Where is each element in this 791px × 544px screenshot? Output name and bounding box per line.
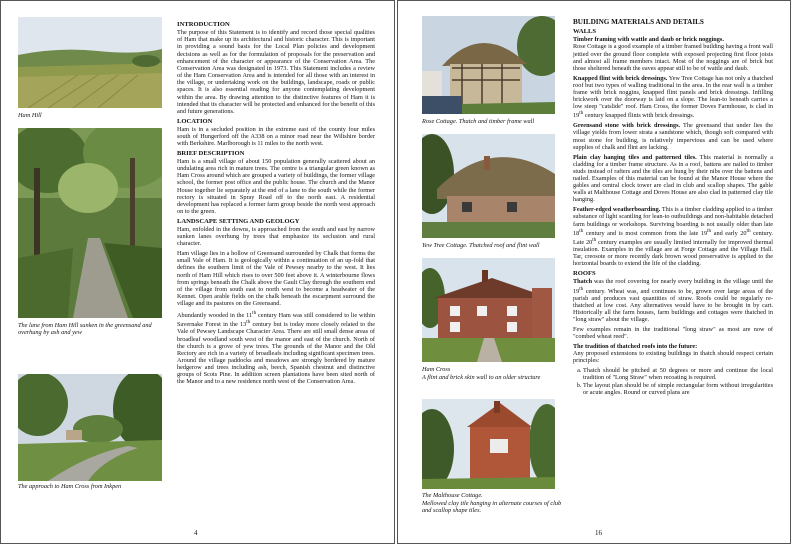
photo-rose-cottage	[422, 16, 555, 114]
photo-ham-cross	[422, 258, 555, 362]
photo-yew-tree-cottage	[422, 134, 555, 238]
paragraph-location: Ham is in a secluded position in the extreme east of the county four miles south of Hungerford off the A338 on a minor road near the Wiltshire border with Berkshire. Marlborough is 11 miles to the north west.	[177, 125, 375, 148]
caption-ham-hill: Ham Hill	[18, 112, 42, 119]
paragraph-clay-tiles: Plain clay hanging tiles and patterned tiles. This material is normally a cladding for a timber frame structure. As in a roof, battens are nailed to timber studs instead of rafters and the tiles are hung by their nibs over the battens and nailed. Examples of this material can be found at the Manor House where the gables and central clock tower are clad in club and scallop shapes. The gable walls at Malthouse Cottage and Doves House are also clad in patterned clay tile hanging.	[573, 153, 773, 204]
paragraph-few-examples: Few examples remain in the traditional "long straw" as most are now of "combed wheat reed".	[573, 325, 773, 341]
text-column-right	[573, 19, 773, 398]
caption-sunken-lane: The lane from Ham Hill sunken in the greensand and overhung by ash and yew	[18, 322, 152, 337]
paragraph-landscape-2: Ham village lies in a hollow of Greensand surrounded by Chalk that forms the small Vale of Ham. It is geologically within a continuation of an up-fold that defines the southern limit of the Vale of Pewsey nearby to the west. It lies north of Ham Hill which rises to over 500 feet above it. A winterbourne flows from springs beneath the Chalk above the Gault Clay through the southern end of the village from south east to north west to become a headwater of the Kennet. Open arable fields on the chalk beneath the escarpment surround the village and its pastures on the Greensand.	[177, 250, 375, 308]
heading-location: LOCATION	[177, 117, 213, 125]
caption-malthouse-title: The Malthouse Cottage.	[422, 492, 483, 499]
list-item: a. Thatch should be pitched at 50 degrees or more and continue the local tradition of "Long Straw" when recoating is required.	[583, 367, 773, 381]
caption-ham-cross-sub: A flint and brick skin wall to an older structure	[422, 374, 541, 381]
page-number-left: 4	[194, 529, 198, 537]
page-number-right: 16	[595, 529, 602, 537]
paragraph-landscape-1: Ham, enfolded in the downs, is approached from the south and east by narrow sunken lanes overhung by trees that emphasize its seclusion and rural character.	[177, 226, 375, 248]
paragraph-introduction: The purpose of this Statement is to identify and record those special qualities of Ham that make up its architectural and historic character. This is important in providing a sound basis for the Local Plan policies and development decisions as well as for the formulation of proposals for the preservation and enhancement of the character or appearance of the Conservation Area. The Conservation Area was designated in 1973. This Statement includes a review of the Ham Conservation Area and is intended for all those with an interest in the village, or undertaking work on the buildings, landscape, roads or public spaces. It is also essential reading for anyone contemplating development within the area. By drawing attention to the distinctive features of Ham it is intended that its character will be protected and enhanced for the benefit of this and future generations.	[177, 29, 376, 115]
heading-landscape: LANDSCAPE SETTING AND GEOLOGY	[177, 217, 300, 225]
paragraph-thatch-tradition: The tradition of thatched roofs into the future: Any proposed extensions to existing buildings in thatch should respect certain principles:	[573, 342, 773, 365]
paragraph-timber-framing: Timber framing with wattle and daub or brick noggings. Rose Cottage is a good example of a timber framed building having a front wall jettied over the ground floor complete with exposed projecting first floor joists and almost all frame members intact. Most of the noggings are of brick but those sheltered beneath the eaves appear still to be of wattle and daub.	[573, 36, 773, 72]
heading-roofs: ROOFS	[573, 270, 596, 278]
caption-malthouse-sub: Mellowed clay tile hanging in alternate courses of club and scallop shape tiles.	[422, 500, 562, 515]
heading-building-materials: BUILDING MATERIALS AND DETAILS	[573, 18, 704, 26]
paragraph-weatherboarding: Feather-edged weatherboarding. This is a timber cladding applied to a timber substance of light scantling for lean-to outbuildings and non-habitable detached farm buildings or workshops. Surviving boarding is not usually older than late 18th century and is most common from the late 19th and early 20th century. Late 20th century examples are usually limited internally for improved thermal insulation. Examples in the village are at Forge Cottage and the Village Hall. Tar, creosote or more recently dark brown wood preservative is applied to the horizontal boards to extend the life of the cladding.	[573, 206, 773, 268]
heading-walls: WALLS	[573, 28, 597, 36]
caption-approach: The approach to Ham Cross from Inkpen	[18, 483, 122, 490]
page-left	[0, 0, 395, 544]
photo-approach-ham-cross	[18, 374, 162, 481]
caption-rose-cottage: Rose Cottage. Thatch and timber frame wall	[422, 118, 535, 125]
paragraph-knapped-flint: Knapped flint with brick dressings. Yew Tree Cottage has not only a thatched roof but two types of walling traditional in the area. In the rear wall is a timber frame with brick noggins, knapped flint panels and brick dressings. Infilling brickwork over the doorway is laid on a slope. The lean-to beneath carries a low steep "catslide" roof. Ham Cross, the former Doves Farmhouse, is clad in 19th century knapped flints with brick dressings.	[573, 74, 773, 120]
caption-yew-tree-cottage: Yew Tree Cottage. Thatched roof and flint wall	[422, 242, 540, 249]
paragraph-greensand: Greensand stone with brick dressings. The greensand that under lies the village yields from lower strata a sandstone which, though soft compared with most stone for building, is relatively impervious and can be used where supplies of chalk and flint are lacking.	[573, 122, 773, 151]
paragraph-landscape-3: Abundantly wooded in the 11th century Ham was still considered to lie within Savernake Forest in the 13th century but is today more closely related to the Vale of Pewsey Landscape Character Area. There are still small dense areas of broadleaf woodland south west of the manor and east of the church. North of the church is a grove of yew trees. The grounds of the Manor and the Old Rectory are rich in a variety of broadleafs including significant specimen trees. Around the village paddocks and meadows are strongly bordered by mature hedgerow and trees including ash, beech, Spanish chestnut and distinctive groups of Scots Pine. In addition screen plantations have been sited north of the Manor and to a new residence north west of the Conservation Area.	[177, 309, 376, 386]
list-item: b. The layout plan should be of simple rectangular form without irregularities or acute angles. Round or curved plans are	[583, 382, 773, 396]
paragraph-brief-description: Ham is a small village of about 150 population generally scattered about an undulating area rich in mature trees. The centre is a triangular green known as Ham Cross around which are grouped a variety of buildings, the former village school, the former post office and the public house. The church and the Manor House together lie separately at the end of a lane to the south while the former rectory is situated in Spray Road off to the north east. A residential development has replaced a former farm group beside the north west approach on to the green.	[177, 158, 375, 216]
paragraph-thatch: Thatch was the roof covering for nearly every building in the village until the 19th century. Wheat was, and continues to be, grown over large areas of the parish and produces vast quantities of straw. Roofs could be regularly re-thatched at low cost. Any alternatives would have to be brought in by cart. Historically all the farm houses, farm buildings and cottages were thatched in "long straw" about the village.	[573, 278, 773, 324]
photo-ham-hill	[18, 17, 162, 108]
photo-sunken-lane	[18, 128, 162, 318]
heading-introduction: INTRODUCTION	[177, 21, 230, 28]
page-right	[397, 0, 791, 544]
caption-ham-cross-title: Ham Cross	[422, 366, 451, 373]
photo-malthouse-cottage	[422, 399, 555, 489]
heading-brief-description: BRIEF DESCRIPTION	[177, 149, 245, 157]
thatch-principles-list	[573, 367, 773, 397]
text-column-left	[177, 21, 375, 388]
